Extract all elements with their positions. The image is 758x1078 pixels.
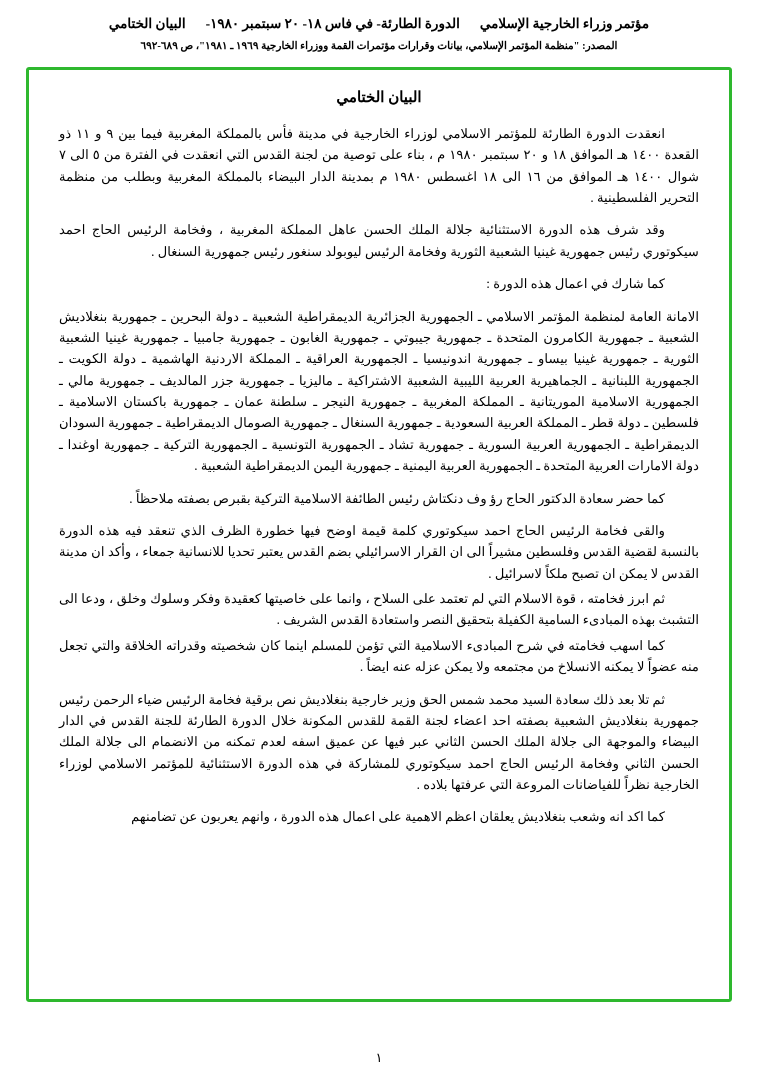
page-header (26, 14, 732, 55)
paragraph: ثم ابرز فخامته ، قوة الاسلام التي لم تعتمد على السلاح ، وانما على خاصيتها كعقيدة وفكر وسلوك وخلق ، ودعا الى التشبث بهذه المبادىء السامية الكفيلة بتحقيق النصر واستعادة القدس الشريف . (59, 591, 699, 628)
participants-list: الامانة العامة لمنظمة المؤتمر الاسلامي ـ الجمهورية الجزائرية الديمقراطية الشعبية ـ دولة البحرين ـ جمهورية بنغلاديش الشعبية ـ جمهورية الكامرون المتحدة ـ جمهورية جيبوتي ـ جمهورية الغابون ـ جمهورية جامبيا ـ جمهورية غينيا الشعبية الثورية ـ جمهورية غينيا بيساو ـ جمهورية اندونيسيا ـ الجمهورية العراقية ـ المملكة الاردنية الهاشمية ـ دولة الكويت ـ الجمهورية اللبنانية ـ الجماهيرية العربية الليبية الشعبية الاشتراكية ـ ماليزيا ـ جمهورية جزر المالديف ـ جمهورية مالي ـ الجمهورية الاسلامية الموريتانية ـ المملكة المغربية ـ جمهورية النيجر ـ سلطنة عمان ـ جمهورية باكستان الاسلامية ـ فلسطين ـ دولة قطر ـ المملكة العربية السعودية ـ جمهورية السنغال ـ جمهورية الصومال الديمقراطية ـ جمهورية السودان الديمقراطية ـ الجمهورية العربية السورية ـ جمهورية تشاد ـ الجمهورية التونسية ـ الجمهورية التركية ـ جمهورية اوغندا ـ دولة الامارات العربية المتحدة ـ الجمهورية العربية اليمنية ـ جمهورية اليمن الديمقراطية الشعبية . (59, 308, 699, 474)
header-title-left: البيان الختامي (108, 16, 186, 31)
header-title-middle: الدورة الطارئة- في فاس ١٨- ٢٠ سبتمبر ١٩٨٠- (205, 16, 460, 31)
paragraph: كما اكد انه وشعب بنغلاديش يعلقان اعظم الاهمية على اعمال هذه الدورة ، وانهم يعربون عن تضامنهم (131, 809, 665, 825)
paragraph: والقى فخامة الرئيس الحاج احمد سيكوتوري كلمة قيمة اوضح فيها خطورة الظرف الذي تنعقد فيه هذه الدورة بالنسبة لقضية القدس وفلسطين مشيراً الى ان القرار الاسرائيلي بضم القدس يعتبر تحديا للانسانية جمعاء ، وأكد ان مدينة القدس لا يمكن ان تصبح ملكاً لاسرائيل . (59, 522, 699, 581)
page-number: ١ (375, 1050, 383, 1065)
paragraph: انعقدت الدورة الطارئة للمؤتمر الاسلامي لوزراء الخارجية في مدينة فأس بالمملكة المغربية فيما بين ٩ و ١١ ذو القعدة ١٤٠٠ هـ الموافق ١٨ و ٢٠ سبتمبر ١٩٨٠ م ، بناء على توصية من لجنة القدس التي انعقدت في الفترة من ٥ الى ٧ شوال ١٤٠٠ هـ الموافق من ١٦ الى ١٨ اغسطس ١٩٨٠ م بمدينة الدار البيضاء بالمملكة المغربية وبطلب من منظمة التحرير الفلسطينية . (59, 125, 700, 206)
paragraph: وقد شرف هذه الدورة الاستثنائية جلالة الملك الحسن عاهل المملكة المغربية ، وفخامة الرئيس الحاج احمد سيكوتوري رئيس جمهورية غينيا الشعبية الثورية وفخامة الرئيس ليوبولد سنغور رئيس جمهورية السنغال . (59, 222, 699, 259)
paragraph: ثم تلا بعد ذلك سعادة السيد محمد شمس الحق وزير خارجية بنغلاديش نص برقية فخامة الرئيس ضياء الرحمن رئيس جمهورية بنغلاديش الشعبية بصفته احد اعضاء لجنة القمة للقدس المكونة خلال الدورة الطارئة للجنة القدس في الدار البيضاء والموجهة الى جلالة الملك الحسن الثاني عبر فيها عن عميق اسفه لعدم تمكنه من الانضمام الى جلالة الملك الحسن الثاني وفخامة الرئيس الحاج احمد سيكوتوري للمشاركة في هذه الدورة الاستثنائية للمؤتمر الاسلامي لوزراء الخارجية نظراً للفياضانات المروعة التي عرفتها بلاده . (59, 691, 699, 793)
header-title-right: مؤتمر وزراء الخارجية الإسلامي (479, 16, 650, 31)
header-source: المصدر: "منظمة المؤتمر الإسلامي، بيانات وقرارات مؤتمرات القمة ووزراء الخارجية ١٩٦٩ ـ ١٩٨١"، ص ٦٨٩-٦٩٢ (140, 41, 618, 53)
header-title-line (26, 14, 732, 34)
paragraph: كما اسهب فخامته في شرح المبادىء الاسلامية التي تؤمن للمسلم اينما كان شخصيته وقدراته الخلاقة والتي تجعل منه عضواً لا يمكنه الانسلاخ من مجتمعه ولا يمكن عزله عنه ايضاً . (59, 637, 699, 675)
document-frame (26, 67, 732, 1002)
document-title: البيان الختامي (336, 89, 422, 106)
paragraph: كما حضر سعادة الدكتور الحاج رؤ وف دنكتاش رئيس الطائفة الاسلامية التركية بقبرص بصفته ملاحظاً . (129, 490, 665, 506)
paragraph: كما شارك في اعمال هذه الدورة : (486, 276, 665, 292)
